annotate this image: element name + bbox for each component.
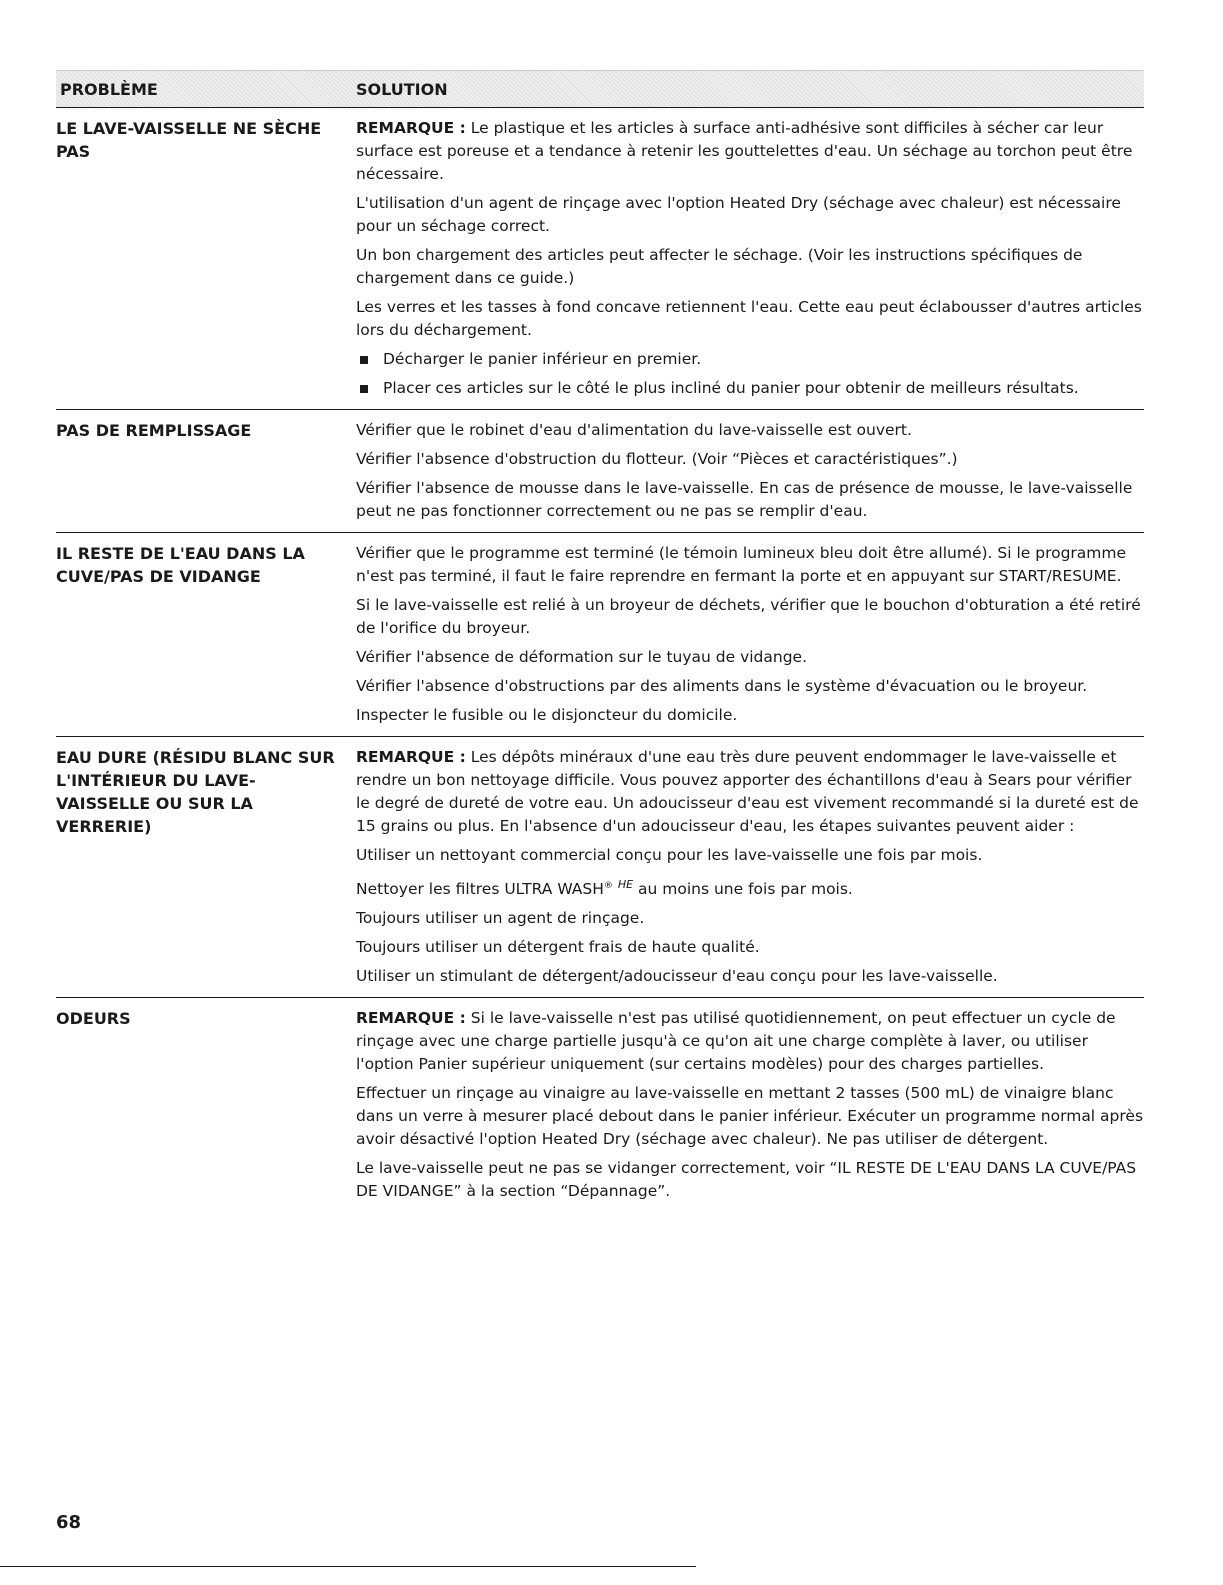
table-row xyxy=(56,737,1144,998)
solution-paragraph: Effectuer un rinçage au vinaigre au lave-vaisselle en mettant 2 tasses (500 mL) de vinaigre blanc dans un verre à mesurer placé debout dans le panier inférieur. Exécuter un programme normal après avoir désactivé l'option Heated Dry (séchage avec chaleur). Ne pas utiliser de détergent. xyxy=(356,1084,1144,1149)
solution-paragraph: Vérifier que le robinet d'eau d'alimentation du lave-vaisselle est ouvert. xyxy=(356,421,912,439)
solution-cell xyxy=(356,419,1144,523)
table-row xyxy=(56,410,1144,533)
solution-cell xyxy=(356,1007,1144,1203)
problem-cell: EAU DURE (RÉSIDU BLANC SUR L'INTÉRIEUR DU LAVE-VAISSELLE OU SUR LA VERRERIE) xyxy=(56,748,335,836)
footer-rule xyxy=(0,1566,696,1567)
solution-paragraph: L'utilisation d'un agent de rinçage avec l'option Heated Dry (séchage avec chaleur) est nécessaire pour un séchage correct. xyxy=(356,194,1121,235)
solution-paragraph: Utiliser un nettoyant commercial conçu pour les lave-vaisselle une fois par mois. xyxy=(356,846,983,864)
solution-paragraph: Nettoyer les filtres ULTRA WASH® $^{HE}$ au moins une fois par mois. xyxy=(356,878,853,899)
solution-paragraph: Toujours utiliser un détergent frais de haute qualité. xyxy=(356,938,760,957)
problem-cell: LE LAVE-VAISSELLE NE SÈCHE PAS xyxy=(56,119,322,161)
solution-paragraph: Utiliser un stimulant de détergent/adoucisseur d'eau conçu pour les lave-vaisselle. xyxy=(356,967,998,986)
problem-cell: IL RESTE DE L'EAU DANS LA CUVE/PAS DE VIDANGE xyxy=(56,544,305,586)
solution-paragraph: Vérifier que le programme est terminé (le témoin lumineux bleu doit être allumé). Si le programme n'est pas terminé, il faut le faire reprendre en fermant la porte et en appuyant sur START/RESUME. xyxy=(356,544,1127,585)
solution-paragraph: Si le lave-vaisselle est relié à un broyeur de déchets, vérifier que le bouchon d'obturation a été retiré de l'orifice du broyeur. xyxy=(356,596,1141,637)
table-row xyxy=(56,998,1144,1212)
solution-cell xyxy=(356,117,1144,400)
table-header xyxy=(56,70,1144,108)
solution-paragraph: Vérifier l'absence de déformation sur le tuyau de vidange. xyxy=(356,648,808,666)
solution-cell xyxy=(356,542,1144,727)
solution-paragraph: Un bon chargement des articles peut affecter le séchage. (Voir les instructions spécifiques de chargement dans ce guide.) xyxy=(356,246,1083,287)
table-row xyxy=(56,533,1144,737)
problem-cell: PAS DE REMPLISSAGE xyxy=(56,421,252,440)
bullet-item: Décharger le panier inférieur en premier. xyxy=(356,348,1144,371)
registered-mark: ® xyxy=(603,881,613,891)
solution-paragraph: REMARQUE : Si le lave-vaisselle n'est pas utilisé quotidiennement, on peut effectuer un cycle de rinçage avec une charge partielle jusqu'à ce qu'on ait une charge complète à laver, ou utiliser l'option Panier supérieur uniquement (sur certains modèles) pour des charges partielles. xyxy=(356,1009,1116,1074)
header-solution: SOLUTION xyxy=(356,79,448,99)
solution-paragraph: Vérifier l'absence d'obstructions par des aliments dans le système d'évacuation ou le broyeur. xyxy=(356,677,1088,695)
problem-cell: ODEURS xyxy=(56,1009,131,1029)
solution-paragraph: Inspecter le fusible ou le disjoncteur du domicile. xyxy=(356,706,738,724)
troubleshooting-table xyxy=(56,70,1144,1212)
solution-cell xyxy=(356,746,1144,988)
bullet-item: Placer ces articles sur le côté le plus incliné du panier pour obtenir de meilleurs résultats. xyxy=(356,377,1144,400)
solution-paragraph: Les verres et les tasses à fond concave retiennent l'eau. Cette eau peut éclabousser d'autres articles lors du déchargement. xyxy=(356,298,1142,339)
page-number: 68 xyxy=(56,1512,82,1533)
header-problem: PROBLÈME xyxy=(60,79,158,99)
he-mark: HE xyxy=(617,878,634,891)
solution-paragraph: Vérifier l'absence de mousse dans le lave-vaisselle. En cas de présence de mousse, le lave-vaisselle peut ne pas fonctionner correctement ou ne pas se remplir d'eau. xyxy=(356,479,1133,520)
solution-paragraph: Le lave-vaisselle peut ne pas se vidanger correctement, voir “IL RESTE DE L'EAU DANS LA CUVE/PAS DE VIDANGE” à la section “Dépannage”. xyxy=(356,1159,1137,1201)
solution-paragraph: Vérifier l'absence d'obstruction du flotteur. (Voir “Pièces et caractéristiques”.) xyxy=(356,450,958,468)
square-bullet-icon xyxy=(360,356,368,364)
solution-paragraph: Toujours utiliser un agent de rinçage. xyxy=(356,909,645,928)
solution-paragraph: REMARQUE : Le plastique et les articles à surface anti-adhésive sont difficiles à sécher car leur surface est poreuse et a tendance à retenir les gouttelettes d'eau. Un séchage au torchon peut être nécessaire. xyxy=(356,119,1133,183)
table-row xyxy=(56,108,1144,410)
solution-paragraph: REMARQUE : Les dépôts minéraux d'une eau très dure peuvent endommager le lave-vaisselle et rendre un bon nettoyage difficile. Vous pouvez apporter des échantillons d'eau à Sears pour vérifier le degré de dureté de votre eau. Un adoucisseur d'eau est vivement recommandé si la dureté est de 15 grains ou plus. En l'absence d'un adoucisseur d'eau, les étapes suivantes peuvent aider : xyxy=(356,748,1139,835)
square-bullet-icon xyxy=(360,385,368,393)
